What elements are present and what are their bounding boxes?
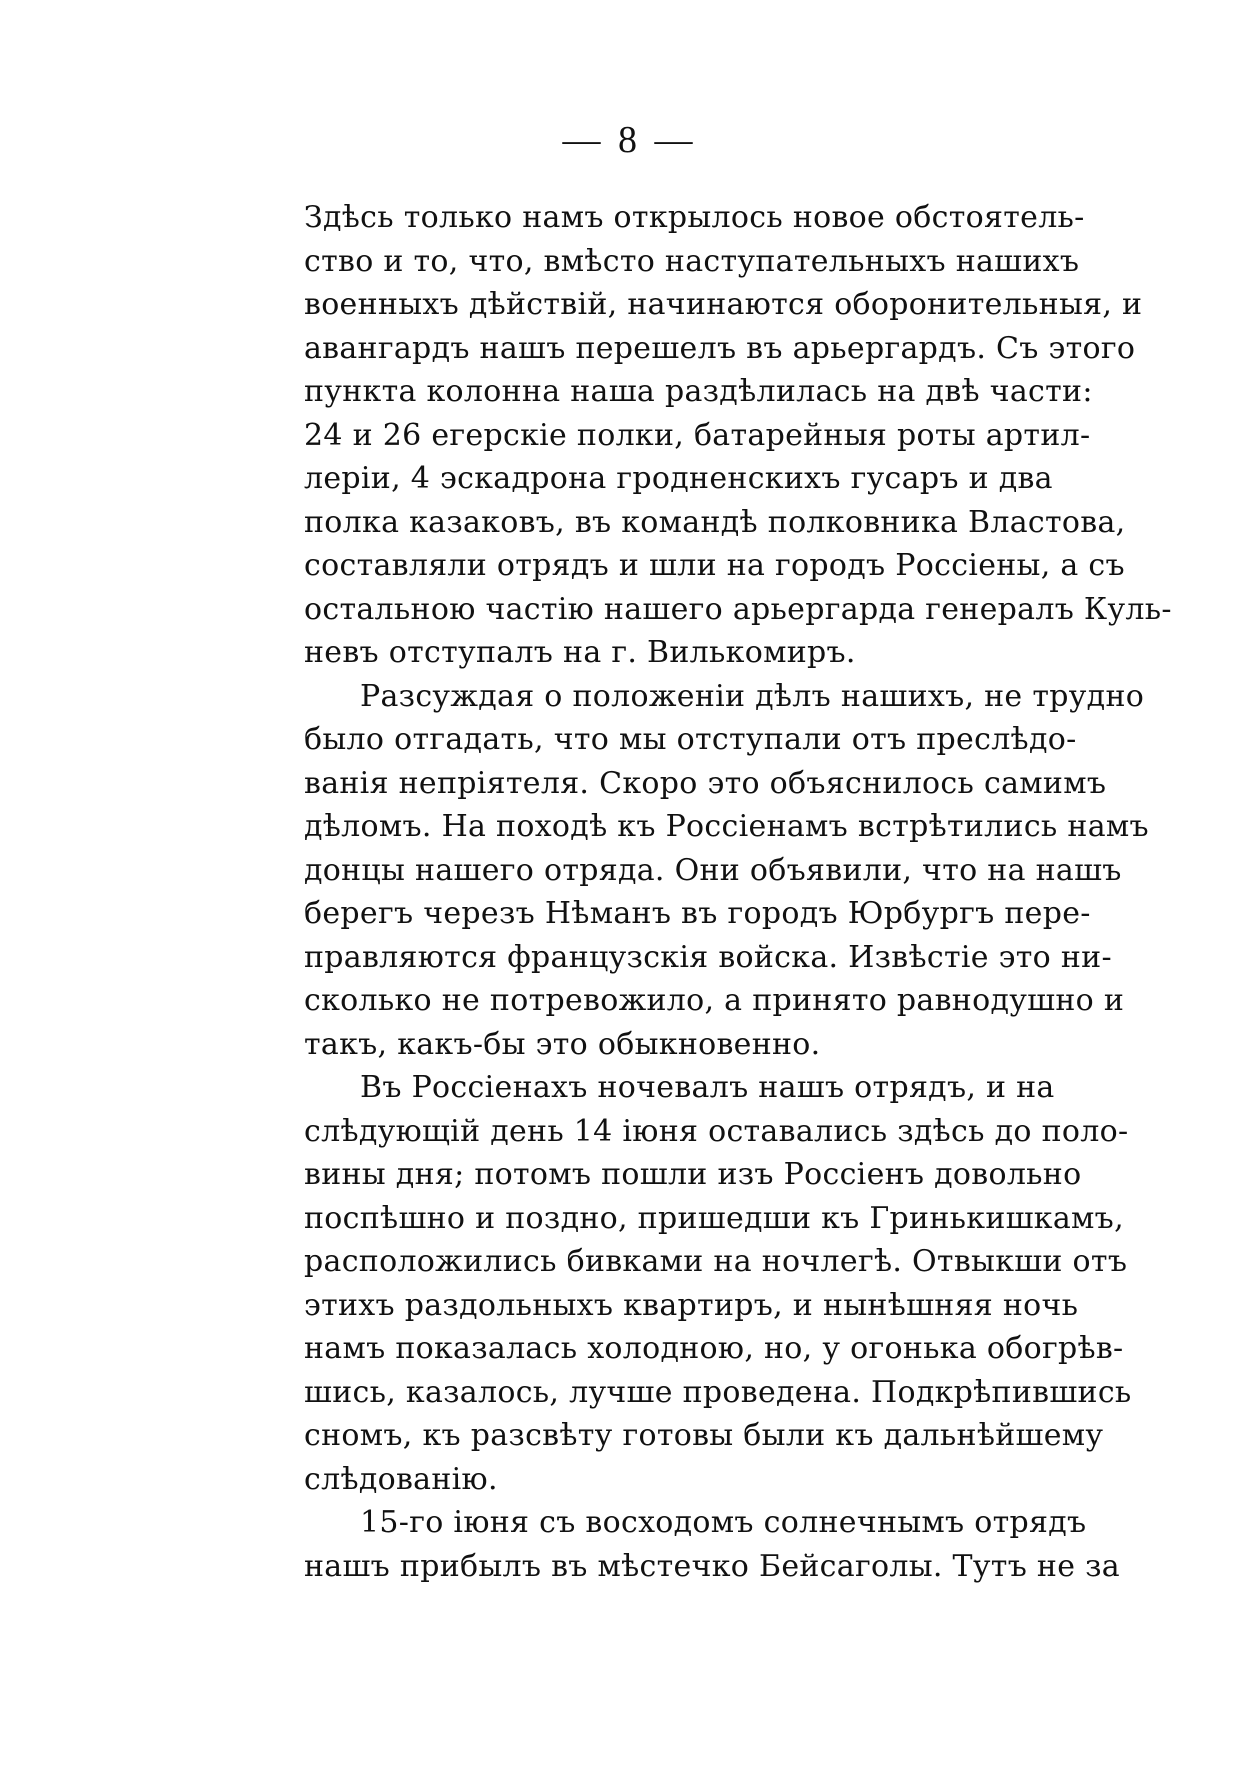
text-line: 24 и 26 егерскіе полки, батарейныя роты артил- (304, 417, 1091, 453)
text-line: ванія непріятеля. Скоро это объяснилось самимъ (304, 765, 1107, 801)
text-line: такъ, какъ-бы это обыкновенно. (304, 1026, 821, 1062)
text-line: донцы нашего отряда. Они объявили, что на нашъ (304, 852, 1122, 888)
text-line: шись, казалось, лучше проведена. Подкрѣпившись (304, 1374, 1132, 1410)
text-line: расположились бивками на ночлегѣ. Отвыкши отъ (304, 1244, 1128, 1279)
text-line: сномъ, къ разсвѣту готовы были къ дальнѣйшему (304, 1418, 1104, 1453)
text-line: берегъ черезъ Нѣманъ въ городъ Юрбургъ пере- (304, 896, 1091, 931)
text-line: остальною частію нашего арьергарда генералъ Куль- (304, 591, 1172, 627)
text-line: было отгадать, что мы отступали отъ преслѣдо- (304, 722, 1077, 757)
text-line: пункта колонна наша раздѣлилась на двѣ части: (304, 374, 1093, 409)
text-line: ство и то, что, вмѣсто наступательныхъ нашихъ (304, 243, 1080, 279)
text-line: военныхъ дѣйствій, начинаются оборонительныя, и (304, 287, 1143, 322)
text-line: полка казаковъ, въ командѣ полковника Властова, (304, 504, 1126, 540)
text-line: поспѣшно и поздно, пришедши къ Гринькишкамъ, (304, 1200, 1124, 1236)
text-line: Въ Россіенахъ ночевалъ нашъ отрядъ, и на (360, 1070, 1055, 1105)
text-line: этихъ раздольныхъ квартиръ, и нынѣшняя ночь (304, 1287, 1079, 1323)
text-line: авангардъ нашъ перешелъ въ арьергардъ. Съ этого (304, 330, 1136, 366)
text-line: вины дня; потомъ пошли изъ Россіенъ довольно (304, 1157, 1082, 1192)
body-text (304, 196, 1172, 1588)
text-line: дѣломъ. На походѣ къ Россіенамъ встрѣтились намъ (304, 809, 1149, 844)
text-line: слѣдованію. (304, 1461, 498, 1497)
text-line: правляются французскія войска. Извѣстіе это ни- (304, 939, 1112, 975)
text-line: слѣдующій день 14 іюня оставались здѣсь до поло- (304, 1113, 1129, 1149)
text-line: сколько не потревожило, а принято равнодушно и (304, 983, 1125, 1018)
text-line: Разсуждая о положеніи дѣлъ нашихъ, не трудно (360, 678, 1145, 714)
text-line: невъ отступалъ на г. Вилькомиръ. (304, 635, 856, 670)
text-line: нашъ прибылъ въ мѣстечко Бейсаголы. Тутъ не за (304, 1548, 1120, 1584)
text-line: намъ показалась холодною, но, у огонька обогрѣв- (304, 1331, 1124, 1366)
text-line: 15-го іюня съ восходомъ солнечнымъ отрядъ (360, 1505, 1087, 1540)
page-number: — 8 — (562, 119, 697, 161)
text-line: Здѣсь только намъ открылось новое обстоятель- (304, 200, 1085, 235)
text-line: леріи, 4 эскадрона гродненскихъ гусаръ и два (304, 461, 1053, 496)
text-line: составляли отрядъ и шли на городъ Россіены, а съ (304, 548, 1125, 583)
